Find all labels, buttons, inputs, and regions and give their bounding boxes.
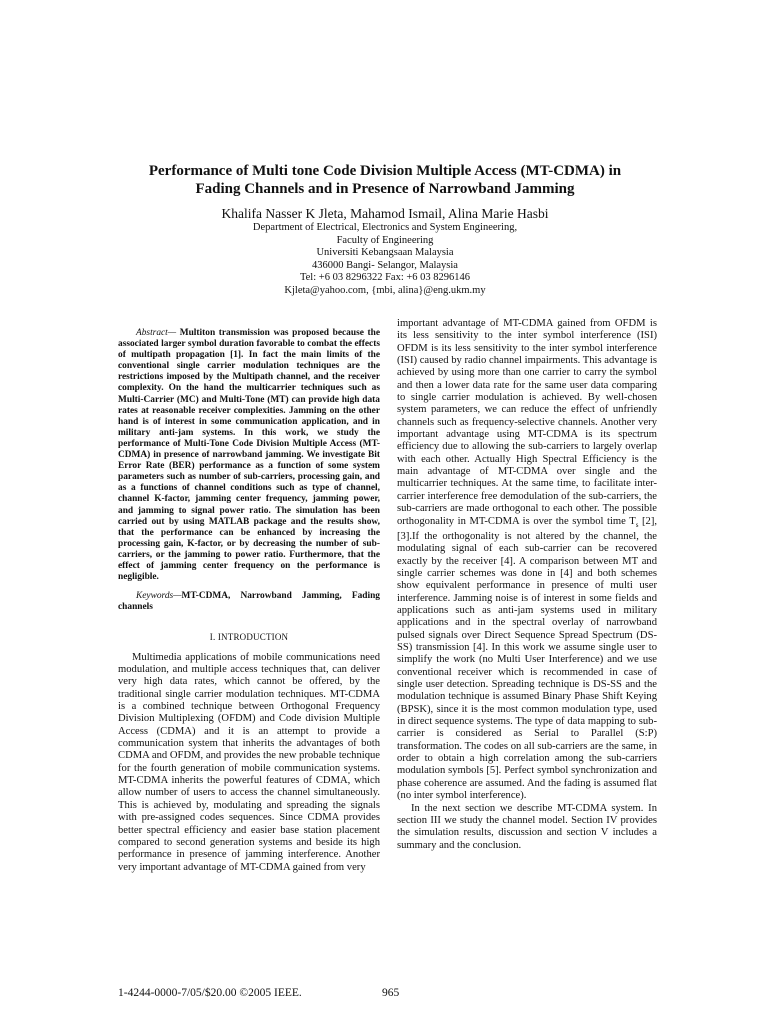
affiliation-university: Universiti Kebangsaan Malaysia	[316, 247, 454, 259]
abstract	[118, 328, 380, 583]
affiliation-phone: Tel: +6 03 8296322 Fax: +6 03 8296146	[299, 272, 471, 284]
affiliation-block	[170, 222, 600, 298]
intro-paragraph-2-part-a: important advantage of MT-CDMA gained from OFDM is its less sensitivity to the inter symbol interference (ISI) OFDM is its less sensitivity to the inter symbol interference (ISI) caused by radio channel impairments. This advantage is achieved by using more than one carrier to carry the symbol and then a lower data rate for the same user data comparing to single carrier modulation is achieved. By well-chosen system parameters, we can reduce the effect of unfriendly channels such as frequency-selective channels. Another very important advantage using MT-CDMA is its spectrum efficiency due to allowing the sub-carriers to largely overlap with each other. Actually High Spectral Efficiency is the main advantage of MT-CDMA over single and the multicarrier techniques. At the same time, to facilitate inter-carrier interference free demodulation of the sub-carriers, the sub-carriers are made orthogonal to each other. The possible orthogonality in MT-CDMA is over the symbol time T	[397, 318, 657, 527]
page-number: 965	[382, 987, 400, 999]
section-heading-introduction: I. INTRODUCTION	[209, 632, 289, 643]
abstract-text: Multiton transmission was proposed because the associated larger symbol duration favorable to combat the effects of multipath propagation [1]. In fact the main limits of the conventional single carrier modulation techniques are the restrictions imposed by the Multipath channel, and the receiver complexity. On the hand the multicarrier techniques such as Multi-Carrier (MC) and Multi-Tone (MT) can provide high data rates at reasonable receiver complexities. Jamming on the other hand is of interest in some communication application, and in military anti-jam systems. In this work, we study the performance of Multi-Tone Code Division Multiple Access (MT-CDMA) in presence of narrowband jamming. We investigate Bit Error Rate (BER) performance as a function of some system parameters such as number of sub-carriers, processing gain, and as a functions of channel conditions such as type of channel, channel K-factor, jamming center frequency, jamming power, and jamming to signal power ratio. The simulation has been carried out by using MATLAB package and the results show, that the performance can be enhanced by increasing the processing gain, K-factor, or by decreasing the number of sub-carriers, or the jamming to power ratio. Furthermore, that the effect of jamming center frequency on the performance is negligible.	[118, 328, 380, 583]
intro-paragraph-1: Multimedia applications of mobile communications need modulation, and multiple access techniques that, can deliver very high data rates, which cannot be offered, by the traditional single carrier modulation techniques. MT-CDMA is a combined technique between Orthogonal Frequency Division Multiplexing (OFDM) and Code division Multiple Access (CDMA) and it is an attempt to provide a communication system that inherits the advantages of both CDMA and OFDM, and provides the new probable technique for the fourth generation of mobile communication systems. MT-CDMA inherits the powerful features of CDMA, which allow number of users to access the channel simultaneously. This is achieved by, modulating and spreading the signals with pre-assigned codes sequences. Since CDMA provides better spectral efficiency and easier base station placement compared to second generation systems and beside its high performance in presence of jamming interference. Another very important advantage of MT-CDMA gained from very	[118, 651, 380, 873]
copyright-line: 1-4244-0000-7/05/$20.00 ©2005 IEEE.	[118, 987, 302, 999]
keywords-lead: Keywords—	[136, 591, 182, 602]
paper-title	[120, 162, 650, 198]
symbol-time-subscript: s	[635, 520, 639, 529]
keywords-text: MT-CDMA, Narrowband Jamming, Fading channels	[118, 591, 380, 613]
affiliation-address: 436000 Bangi- Selangor, Malaysia	[312, 259, 458, 271]
title-line-1: Performance of Multi tone Code Division Multiple Access (MT-CDMA) in	[148, 163, 622, 179]
affiliation-department: Department of Electrical, Electronics and System Engineering,	[252, 222, 518, 233]
abstract-lead: Abstract—	[136, 328, 177, 338]
affiliation-email: Kjleta@yahoo.com, {mbi, alina}@eng.ukm.my	[284, 284, 486, 296]
title-line-2: Fading Channels and in Presence of Narrowband Jamming	[195, 181, 575, 197]
affiliation-faculty: Faculty of Engineering	[336, 234, 434, 246]
right-column	[397, 318, 657, 852]
intro-paragraph-2	[397, 318, 657, 803]
author-list: Khalifa Nasser K Jleta, Mahamod Ismail, Alina Marie Hasbi	[221, 206, 549, 221]
keywords	[118, 591, 380, 613]
left-column	[118, 328, 380, 874]
intro-paragraph-2-part-b: [2], [3].If the orthogonality is not altered by the channel, the modulating signal of each sub-carrier can be recovered exactly by the receiver [4]. A comparison between MT and single carrier schemes was done in [4] and both schemes show equivalent performance in presence of multi user interference. Jamming noise is of interest in some fields and applications such as anti-jam systems used in military applications and in the spectral overlay of narrowband pulsed signals over Direct Sequence Spread Spectrum (DS-SS) transmission [4]. In this work we assume single user to simplify the work (no Multi User Interference) and we use conventional receiver which is recommended in case of single user detection. Spreading technique is DS-SS and the modulation technique is assumed Binary Phase Shift Keying (BPSK), since it is the most common modulation type, used in direct sequence systems. The type of data mapping to sub-carrier is considered as Serial to Parallel (S:P) transformation. The codes on all sub-carriers are the same, in order to obtain a high correlation among the sub-carriers modulation symbols [5]. Perfect symbol synchronization and phase coherence are assumed. And the fading is assumed flat (no inter symbol interference).	[397, 515, 657, 802]
intro-paragraph-3: In the next section we describe MT-CDMA system. In section III we study the channel model. Section IV provides the simulation results, discussion and section V includes a summary and the conclusion.	[397, 802, 657, 851]
